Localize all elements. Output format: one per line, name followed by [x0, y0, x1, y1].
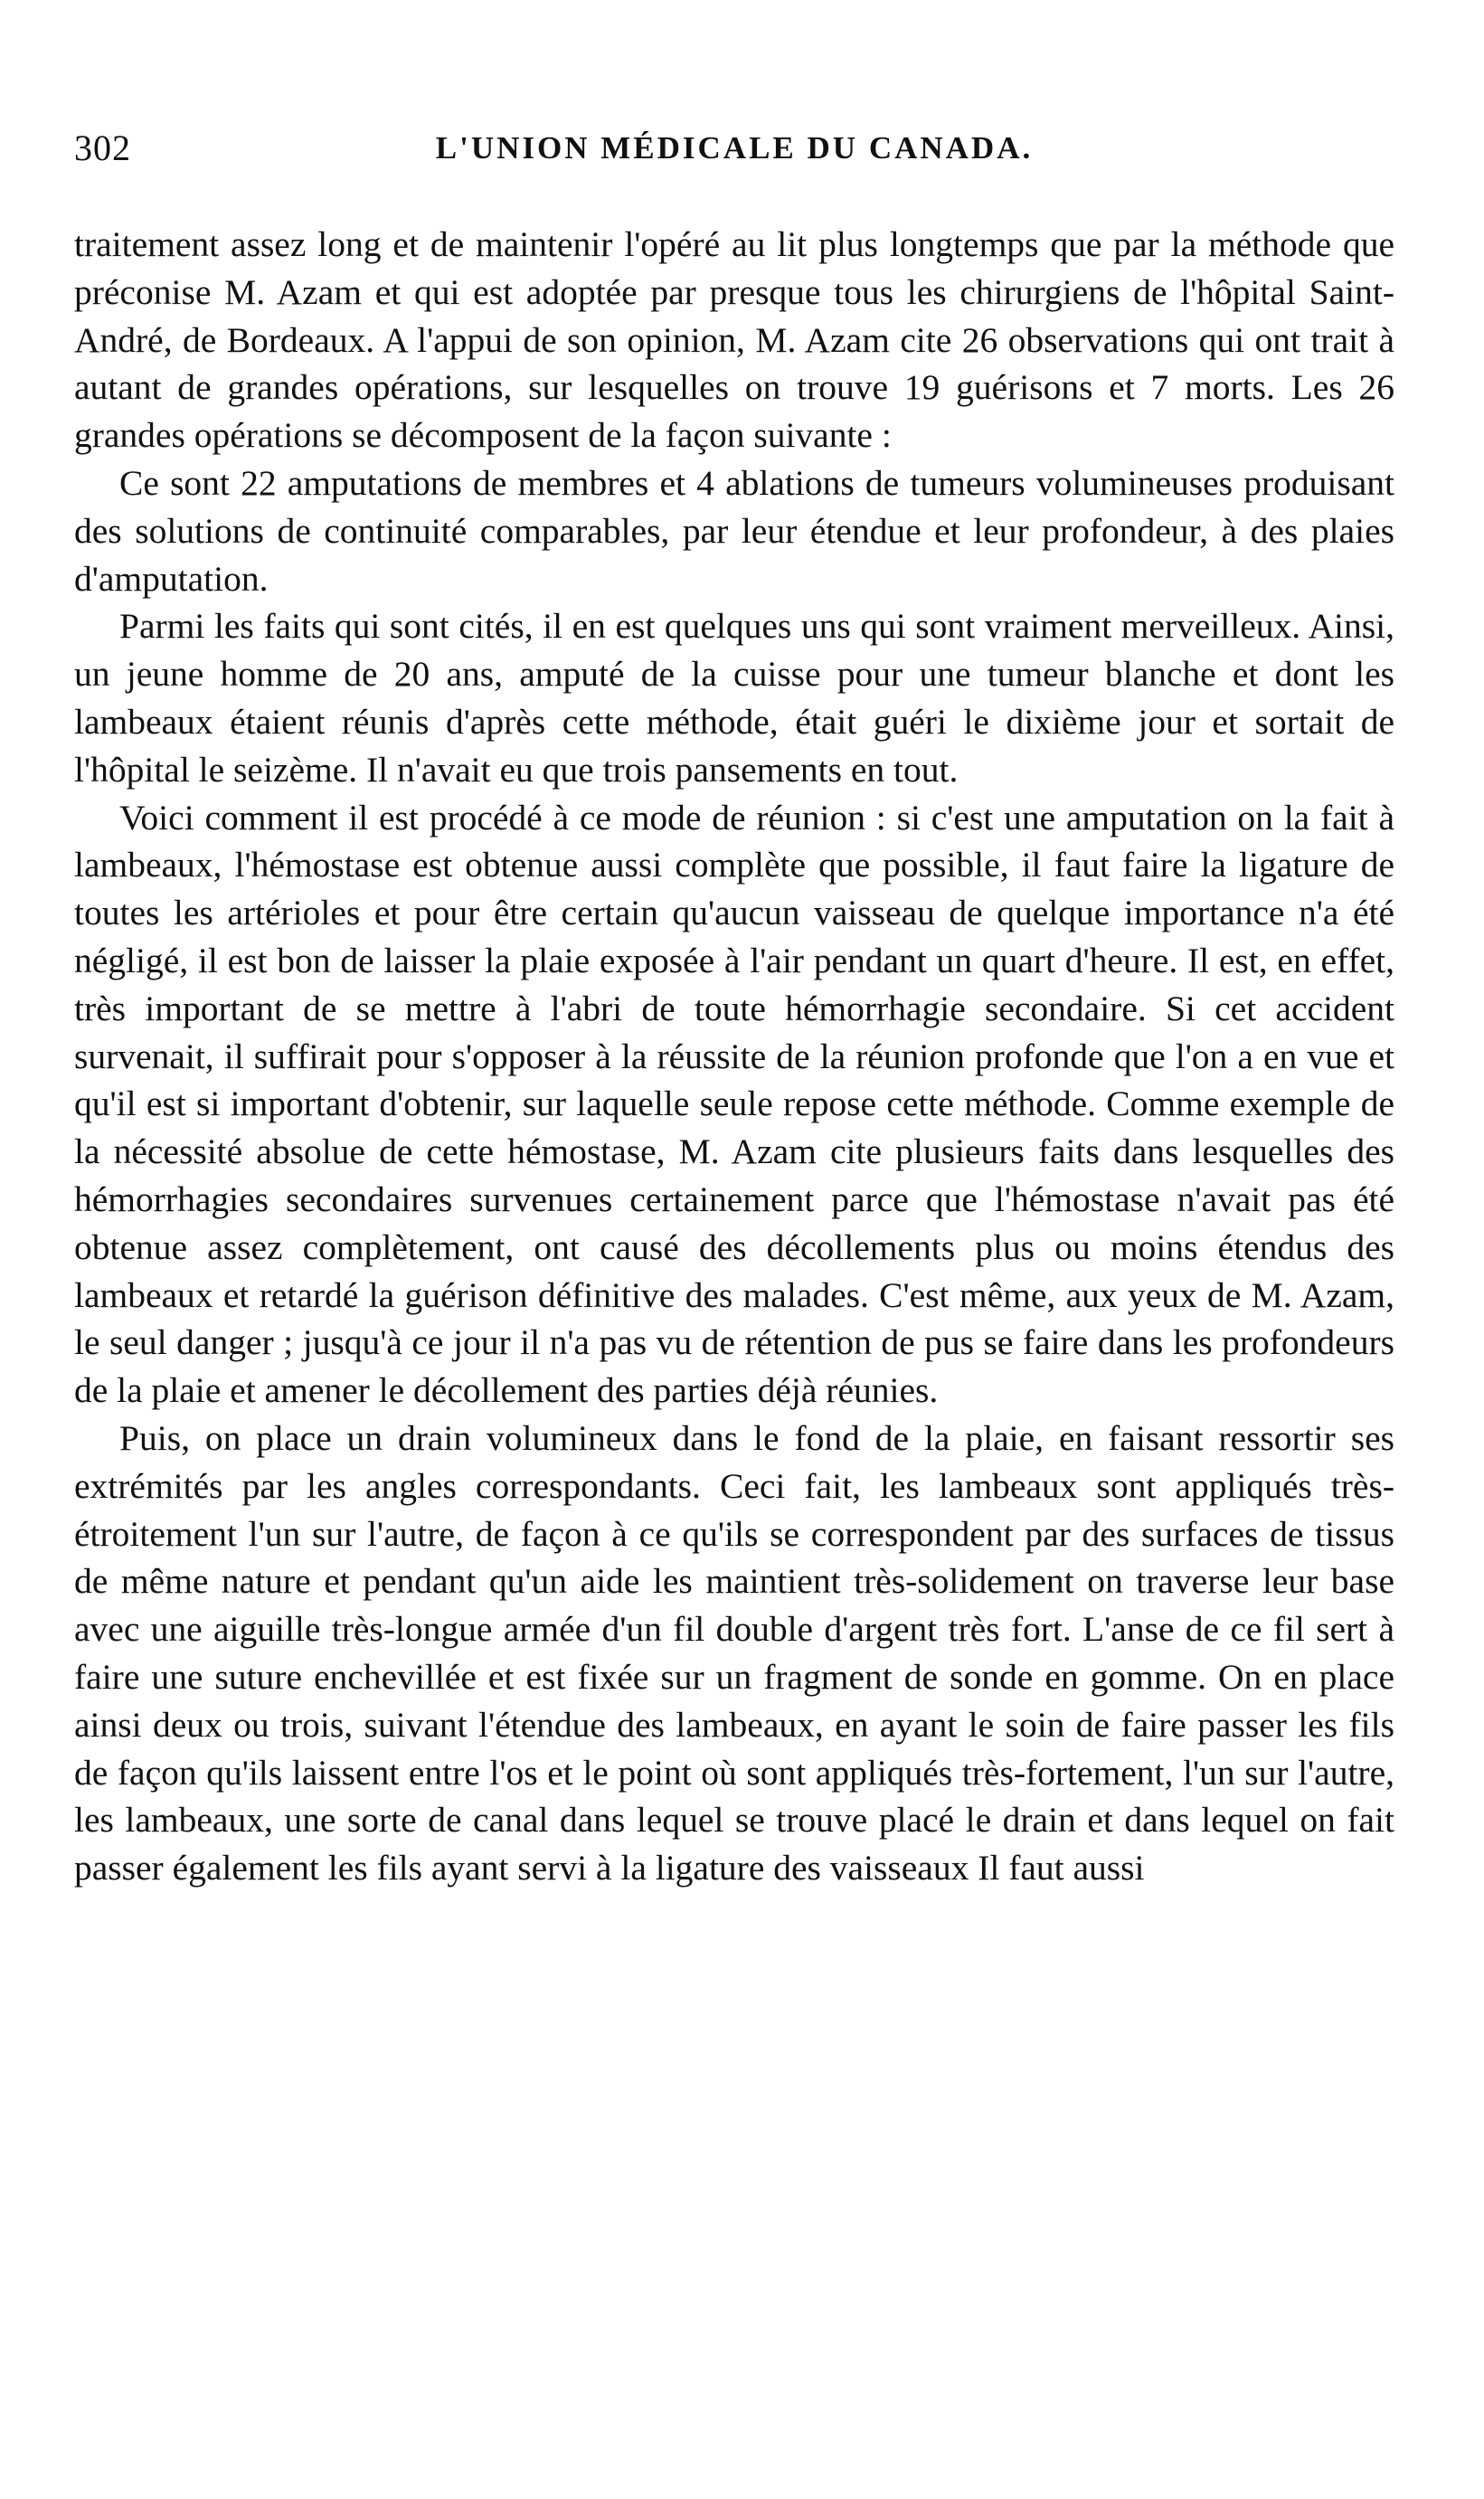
page-header: [74, 127, 1394, 181]
paragraph-amputations: Ce sont 22 amputations de membres et 4 ablations de tumeurs volumineuses produisant des solutions de continuité comparables, par leur étendue et leur profondeur, à des plaies d'amputation.: [74, 462, 1394, 599]
page-number: 302: [74, 128, 131, 168]
paragraph-drain: Puis, on place un drain volumineux dans le fond de la plaie, en faisant ressortir ses extrémités par les angles correspondants. Ceci fait, les lambeaux sont appliqués très-étroitement l'un sur l'autre, de façon à ce qu'ils se correspondent par des surfaces de tissus de même nature et pendant qu'un aide les maintient très-solidement on traverse leur base avec une aiguille très-longue armée d'un fil double d'argent très fort. L'anse de ce fil sert à faire une suture enchevillée et est fixée sur un fragment de sonde en gomme. On en place ainsi deux ou trois, suivant l'étendue des lambeaux, en ayant le soin de faire passer les fils de façon qu'ils laissent entre l'os et le point où sont appliqués très-fortement, l'un sur l'autre, les lambeaux, une sorte de canal dans lequel se trouve placé le drain et dans lequel on fait passer également les fils ayant servi à la ligature des vaisseaux Il faut aussi: [74, 1417, 1394, 1888]
paragraph-procedure: Voici comment il est procédé à ce mode de réunion : si c'est une amputation on la fait à lambeaux, l'hémostase est obtenue aussi complète que possible, il faut faire la ligature de toutes les artérioles et pour être certain qu'aucun vaisseau de quelque importance n'a été négligé, il est bon de laisser la plaie exposée à l'air pendant un quart d'heure. Il est, en effet, très important de se mettre à l'abri de toute hémorrhagie secondaire. Si cet accident survenait, il suffirait pour s'opposer à la réussite de la réunion profonde que l'on a en vue et qu'il est si important d'obtenir, sur laquelle seule repose cette méthode. Comme exemple de la nécessité absolue de cette hémostase, M. Azam cite plusieurs faits dans lesquelles des hémorrhagies secondaires survenues certainement parce que l'hémostase n'avait pas été obtenue assez complètement, ont causé des décollements plus ou moins étendus des lambeaux et retardé la guérison définitive des malades. C'est même, aux yeux de M. Azam, le seul danger ; jusqu'à ce jour il n'a pas vu de rétention de pus se faire dans les profondeurs de la plaie et amener le décollement des parties déjà réunies.: [74, 797, 1394, 1411]
paragraph-cases: Parmi les faits qui sont cités, il en est quelques uns qui sont vraiment merveilleux. Ainsi, un jeune homme de 20 ans, amputé de la cuisse pour une tumeur blanche et dont les lambeaux étaient réunis d'après cette méthode, était guéri le dixième jour et sortait de l'hôpital le seizème. Il n'avait eu que trois pansements en tout.: [74, 606, 1394, 790]
paragraph-continuation: traitement assez long et de maintenir l'opéré au lit plus longtemps que par la méthode que préconise M. Azam et qui est adoptée par presque tous les chirurgiens de l'hôpital Saint-André, de Bordeaux. A l'appui de son opinion, M. Azam cite 26 observations qui ont trait à autant de grandes opérations, sur lesquelles on trouve 19 guérisons et 7 morts. Les 26 grandes opérations se décomposent de la façon suivante :: [74, 224, 1394, 456]
running-title: L'UNION MÉDICALE DU CANADA.: [435, 130, 1034, 166]
body-text: [74, 221, 1394, 1892]
